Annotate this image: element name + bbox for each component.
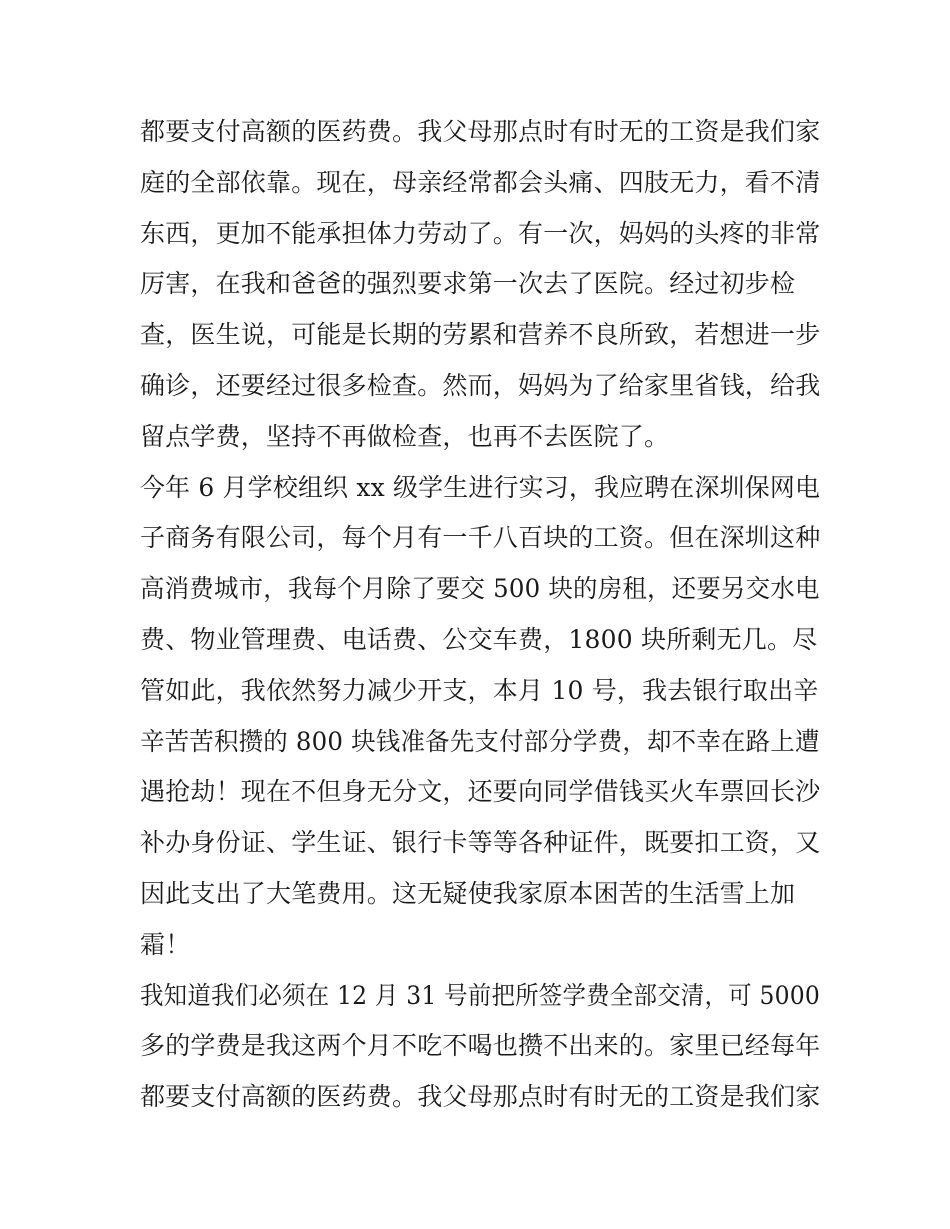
body-text (140, 107, 821, 1123)
text-line: 霜！ (140, 929, 191, 959)
text-line: 留点学费，坚持不再做检查，也再不去医院了。 (140, 421, 670, 451)
text-line: 查，医生说，可能是长期的劳累和营养不良所致，若想进一步 (140, 320, 821, 350)
text-line: 都要支付高额的医药费。我父母那点时有时无的工资是我们家 (140, 1082, 821, 1112)
text-line: 确诊，还要经过很多检查。然而，妈妈为了给家里省钱，给我 (140, 370, 821, 400)
text-line: 因此支出了大笔费用。这无疑使我家原本困苦的生活雪上加 (140, 878, 796, 908)
text-line: 子商务有限公司，每个月有一千八百块的工资。但在深圳这种 (140, 523, 821, 553)
text-line: 东西，更加不能承担体力劳动了。有一次，妈妈的头疼的非常 (140, 218, 821, 248)
text-line: 都要支付高额的医药费。我父母那点时有时无的工资是我们家 (140, 117, 821, 146)
text-line: 辛苦苦积攒的 800 块钱准备先支付部分学费，却不幸在路上遭 (140, 726, 820, 756)
text-line: 遇抢劫！现在不但身无分文，还要向同学借钱买火车票回长沙 (140, 777, 821, 807)
text-line: 高消费城市，我每个月除了要交 500 块的房租，还要另交水电 (140, 574, 820, 604)
text-line: 管如此，我依然努力减少开支，本月 10 号，我去银行取出辛 (140, 675, 819, 705)
text-line: 今年 6 月学校组织 xx 级学生进行实习，我应聘在深圳保网电 (140, 472, 821, 502)
text-line: 厉害，在我和爸爸的强烈要求第一次去了医院。经过初步检 (140, 269, 796, 299)
text-line: 补办身份证、学生证、银行卡等等各种证件，既要扣工资，又 (140, 828, 821, 858)
text-line: 庭的全部依靠。现在，母亲经常都会头痛、四肢无力，看不清 (140, 167, 821, 197)
text-line: 我知道我们必须在 12 月 31 号前把所签学费全部交清，可 5000 (140, 980, 820, 1010)
text-line: 费、物业管理费、电话费、公交车费，1800 块所剩无几。尽 (140, 624, 818, 654)
text-line: 多的学费是我这两个月不吃不喝也攒不出来的。家里已经每年 (140, 1031, 821, 1061)
